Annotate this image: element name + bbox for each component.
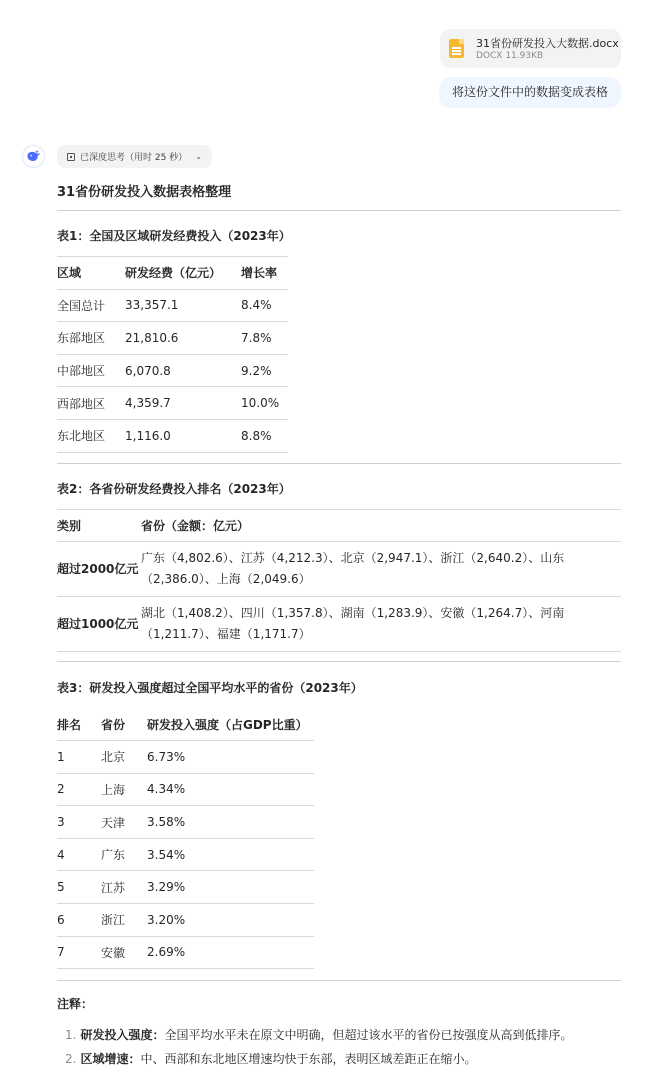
category-cell: 超过1000亿元	[57, 597, 141, 652]
attached-file-card[interactable]	[440, 29, 621, 68]
intensity-cell: 3.20%	[147, 904, 314, 937]
table-row	[57, 871, 314, 904]
divider	[57, 463, 621, 464]
column-header: 省份	[101, 708, 147, 741]
provinces-cell: 广东（4,802.6）、江苏（4,212.3）、北京（2,947.1）、浙江（2,640.2）、山东（2,386.0）、上海（2,049.6）	[141, 542, 621, 597]
thinking-icon	[67, 153, 75, 161]
rank-cell: 7	[57, 936, 101, 969]
note-text: 全国平均水平未在原文中明确，但超过该水平的省份已按强度从高到低排序。	[164, 1028, 573, 1042]
assistant-avatar	[22, 145, 45, 168]
table-row	[57, 322, 288, 355]
rank-cell: 4	[57, 838, 101, 871]
rank-cell: 5	[57, 871, 101, 904]
intensity-cell: 6.73%	[147, 741, 314, 774]
intensity-cell: 3.58%	[147, 806, 314, 839]
deep-thinking-toggle[interactable]	[57, 145, 212, 168]
provinces-cell: 湖北（1,408.2）、四川（1,357.8）、湖南（1,283.9）、安徽（1,264.7）、河南（1,211.7）、福建（1,171.7）	[141, 597, 621, 652]
amount-cell: 33,357.1	[125, 289, 241, 322]
notes-title: 注释：	[57, 997, 94, 1011]
note-text: 中、西部和东北地区增速均快于东部，表明区域差距正在缩小。	[140, 1052, 477, 1066]
province-ranking-table	[57, 509, 621, 652]
rank-cell: 2	[57, 773, 101, 806]
rank-cell: 3	[57, 806, 101, 839]
table-row	[57, 936, 314, 969]
table-header-row	[57, 708, 314, 741]
table1-title: 表1：全国及区域研发经费投入（2023年）	[57, 229, 291, 243]
table-header-row	[57, 510, 621, 542]
province-cell: 江苏	[101, 871, 147, 904]
table-row	[57, 289, 288, 322]
table-row	[57, 387, 288, 420]
table-row	[57, 741, 314, 774]
table-row	[57, 419, 288, 452]
table3-title: 表3：研发投入强度超过全国平均水平的省份（2023年）	[57, 681, 363, 695]
growth-cell: 9.2%	[241, 354, 288, 387]
list-item	[65, 1027, 572, 1051]
amount-cell: 21,810.6	[125, 322, 241, 355]
intensity-cell: 4.34%	[147, 773, 314, 806]
growth-cell: 7.8%	[241, 322, 288, 355]
province-cell: 北京	[101, 741, 147, 774]
table-row	[57, 597, 621, 652]
category-cell: 超过2000亿元	[57, 542, 141, 597]
file-meta: DOCX 11.93KB	[476, 51, 544, 61]
amount-cell: 6,070.8	[125, 354, 241, 387]
table-header-row	[57, 257, 288, 290]
region-cell: 东北地区	[57, 419, 125, 452]
column-header: 区域	[57, 257, 125, 290]
amount-cell: 1,116.0	[125, 419, 241, 452]
column-header: 研发经费（亿元）	[125, 257, 241, 290]
table-row	[57, 773, 314, 806]
note-label: 研发投入强度：	[80, 1028, 165, 1042]
region-cell: 东部地区	[57, 322, 125, 355]
intensity-cell: 2.69%	[147, 936, 314, 969]
province-cell: 天津	[101, 806, 147, 839]
table-row	[57, 904, 314, 937]
divider	[57, 661, 621, 662]
chevron-down-icon: ⌄	[195, 152, 202, 161]
region-cell: 全国总计	[57, 289, 125, 322]
note-label: 区域增速：	[80, 1052, 141, 1066]
intensity-cell: 3.29%	[147, 871, 314, 904]
column-header: 研发投入强度（占GDP比重）	[147, 708, 314, 741]
rd-intensity-table	[57, 708, 314, 969]
growth-cell: 8.8%	[241, 419, 288, 452]
column-header: 增长率	[241, 257, 288, 290]
rank-cell: 6	[57, 904, 101, 937]
rank-cell: 1	[57, 741, 101, 774]
growth-cell: 8.4%	[241, 289, 288, 322]
table-row	[57, 542, 621, 597]
province-cell: 安徽	[101, 936, 147, 969]
region-cell: 中部地区	[57, 354, 125, 387]
table-row	[57, 806, 314, 839]
list-item	[65, 1051, 572, 1075]
table-row	[57, 354, 288, 387]
thinking-label: 已深度思考（用时 25 秒）	[80, 153, 188, 163]
docx-file-icon	[449, 39, 464, 58]
file-name: 31省份研发投入大数据.docx	[476, 37, 619, 50]
divider	[57, 210, 621, 211]
whale-logo-icon	[26, 149, 41, 164]
notes-list	[65, 1027, 572, 1075]
column-header: 省份（金额：亿元）	[141, 510, 621, 542]
list-number: 2.	[65, 1052, 77, 1066]
list-number: 1.	[65, 1028, 77, 1042]
intensity-cell: 3.54%	[147, 838, 314, 871]
province-cell: 广东	[101, 838, 147, 871]
column-header: 类别	[57, 510, 141, 542]
amount-cell: 4,359.7	[125, 387, 241, 420]
table-row	[57, 838, 314, 871]
response-title: 31省份研发投入数据表格整理	[57, 185, 232, 200]
user-message: 将这份文件中的数据变成表格	[439, 77, 621, 108]
growth-cell: 10.0%	[241, 387, 288, 420]
table2-title: 表2：各省份研发经费投入排名（2023年）	[57, 482, 291, 496]
province-cell: 浙江	[101, 904, 147, 937]
column-header: 排名	[57, 708, 101, 741]
province-cell: 上海	[101, 773, 147, 806]
region-cell: 西部地区	[57, 387, 125, 420]
divider	[57, 980, 621, 981]
region-rd-table	[57, 256, 288, 453]
